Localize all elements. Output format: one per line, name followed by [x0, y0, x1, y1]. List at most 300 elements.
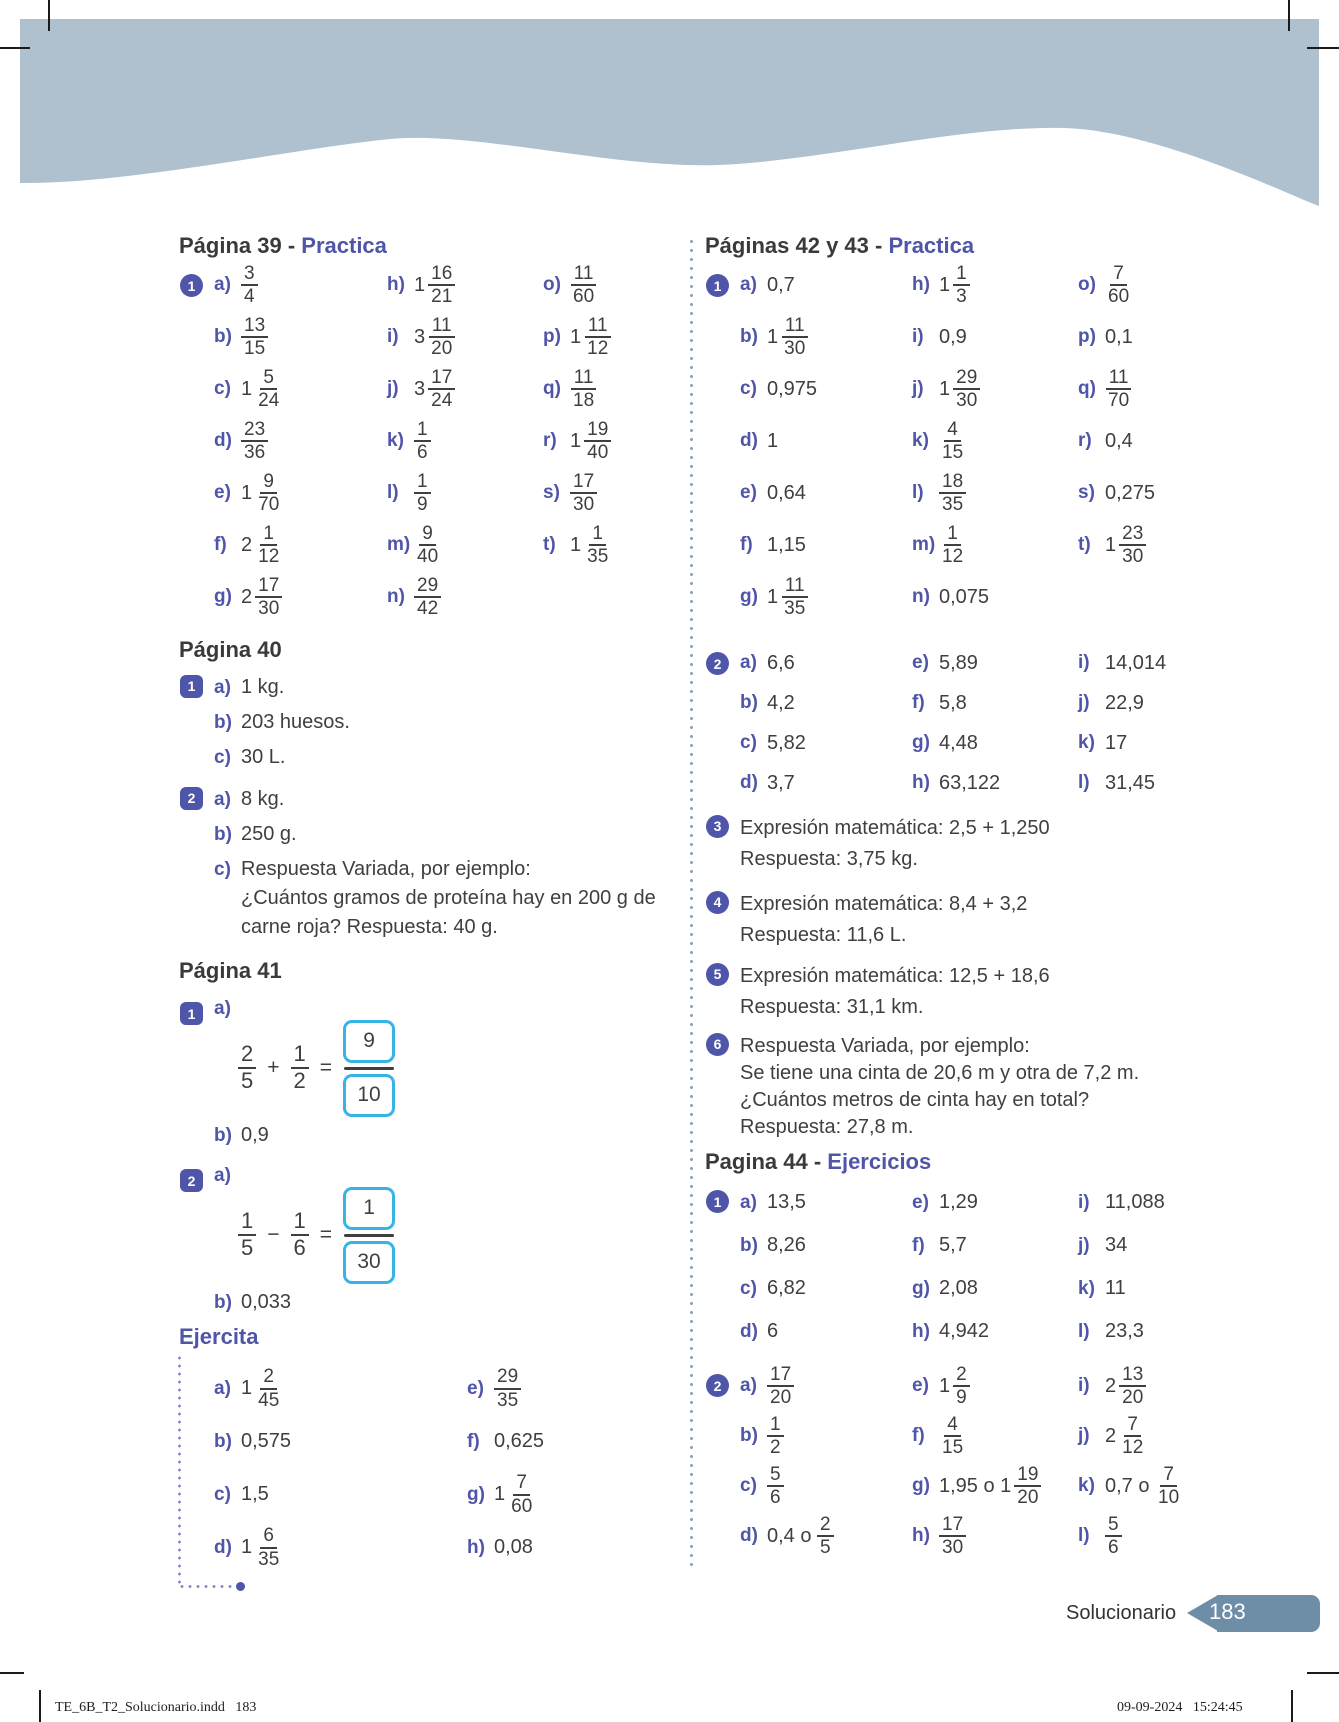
- answer-value-group: [939, 326, 967, 349]
- fraction-whole: 1: [1000, 1474, 1012, 1497]
- answer-value-group: [939, 1364, 970, 1409]
- answer-label: j): [1078, 1234, 1090, 1256]
- answer-value: 6: [767, 1320, 779, 1342]
- answer-value-group: [939, 1277, 978, 1300]
- answer-value-group: [1105, 482, 1155, 505]
- text-lines: [241, 820, 297, 849]
- answer-label: a): [740, 274, 757, 295]
- answer: [912, 1511, 1078, 1561]
- answer-label: f): [912, 1234, 925, 1256]
- answer: [1078, 1267, 1175, 1310]
- answer-value-group: [767, 430, 778, 453]
- answer-value: 4,48: [939, 731, 978, 754]
- answers-grid: [740, 259, 1175, 623]
- fraction-whole: 1: [767, 585, 779, 608]
- solution-item: [179, 259, 684, 623]
- answer: [740, 1310, 912, 1353]
- answer: [740, 1361, 912, 1411]
- answer-label: d): [740, 772, 758, 793]
- answer: [740, 415, 912, 467]
- fraction-numerator: 5: [260, 367, 277, 390]
- solution-item: [705, 813, 1175, 875]
- text-lines: [241, 785, 284, 814]
- answer-label: c): [740, 378, 757, 399]
- answer-box-denominator: 30: [343, 1241, 395, 1284]
- answer-value-group: [939, 586, 989, 609]
- item-number-badge: 3: [706, 815, 729, 838]
- answer-value: 0,033: [241, 1291, 292, 1313]
- section-header: [705, 1149, 1175, 1175]
- answer-value-group: [939, 523, 966, 568]
- answer-label: c): [214, 747, 231, 768]
- answer-label: h): [912, 772, 930, 793]
- answer-value-group: [1105, 1514, 1122, 1559]
- fraction-whole: 2: [241, 533, 253, 556]
- answer-value-group: [241, 1483, 269, 1506]
- answer-value: 11: [1105, 1277, 1126, 1299]
- fraction-denominator: 6: [1108, 1537, 1119, 1558]
- fraction-denominator: 10: [1158, 1487, 1180, 1508]
- fraction-numerator: 13: [241, 315, 268, 338]
- answer-label: c): [214, 1483, 231, 1505]
- answer: [1078, 1224, 1175, 1267]
- answer-value-group: [570, 523, 611, 568]
- fraction: [494, 1472, 535, 1517]
- fraction-numerator: 1: [238, 1209, 256, 1236]
- answer-value-group: [767, 482, 806, 505]
- fraction: [494, 1366, 521, 1411]
- answer-value-group: [570, 419, 611, 464]
- answer-label: i): [387, 326, 399, 347]
- answer: [214, 519, 387, 571]
- answer-value-group: [494, 1536, 533, 1559]
- answer-value-group: [241, 1430, 291, 1453]
- fraction: [238, 1042, 256, 1093]
- answers-grid: [740, 1361, 1180, 1561]
- fraction: [241, 471, 282, 516]
- text-line: 8 kg.: [241, 788, 285, 810]
- crop-mark-bottom-left-v: [39, 1690, 41, 1722]
- answer-value-group: [1105, 1277, 1126, 1300]
- fraction-denominator: 4: [244, 286, 255, 307]
- answer: [912, 1461, 1078, 1511]
- solution-item: [705, 259, 1175, 623]
- fraction-denominator: 18: [573, 390, 595, 411]
- answer-label: q): [543, 378, 561, 399]
- answer-label: c): [740, 1475, 757, 1496]
- item-number-badge: 1: [706, 1190, 729, 1213]
- answer-label: a): [214, 789, 231, 810]
- answer-value-group: [767, 1364, 794, 1409]
- answer: [912, 1361, 1078, 1411]
- fraction-denominator: 60: [511, 1495, 533, 1517]
- section-title: Página 40: [179, 637, 282, 662]
- crop-mark-bottom-right-v: [1291, 1690, 1293, 1722]
- fraction-denominator: 12: [942, 546, 964, 567]
- section-separator: -: [807, 1149, 828, 1174]
- answer-label: g): [467, 1483, 485, 1505]
- answer-value: 3,7: [767, 771, 795, 794]
- answer-value: 5,7: [939, 1234, 967, 1256]
- answer: [912, 311, 1078, 363]
- fraction: [241, 419, 268, 464]
- text-line: Respuesta Variada, por ejemplo:: [241, 858, 531, 880]
- answer: [1078, 1511, 1182, 1561]
- answer: [214, 1291, 684, 1314]
- answer-value-group: [939, 1320, 989, 1343]
- fraction: [241, 1366, 282, 1411]
- answer-label: i): [1078, 1191, 1090, 1213]
- answer-label: g): [912, 1277, 930, 1299]
- answer: [740, 1181, 912, 1224]
- fraction-denominator: 24: [431, 390, 453, 411]
- answer-value: 6,6: [767, 651, 795, 674]
- answer-value-group: [1105, 652, 1166, 675]
- answer-value-group: [494, 1366, 521, 1411]
- text-lines: [740, 813, 1050, 875]
- fraction-denominator: 15: [942, 1437, 964, 1458]
- fraction-numerator: 4: [944, 419, 961, 442]
- answer-label: a): [740, 1191, 757, 1213]
- fraction-numerator: 2: [238, 1042, 256, 1069]
- answers-grid: [740, 643, 1175, 803]
- answer: [912, 1411, 1078, 1461]
- solution-item: [705, 1361, 1180, 1561]
- answer-label: b): [214, 326, 232, 347]
- fraction: [570, 523, 611, 568]
- fraction: [767, 1464, 784, 1509]
- fraction: [291, 1209, 309, 1260]
- answer-label: s): [1078, 482, 1095, 503]
- answer: [912, 723, 1078, 763]
- fraction-denominator: 35: [258, 1548, 280, 1570]
- fraction-whole: 1: [241, 481, 253, 504]
- answer-label: b): [214, 712, 232, 733]
- answer-label: c): [214, 378, 231, 399]
- answer: [1078, 1181, 1175, 1224]
- answer: [740, 519, 912, 571]
- fraction-whole: 2: [1105, 1424, 1117, 1447]
- answer: [1078, 763, 1175, 803]
- answer-label: k): [387, 430, 404, 451]
- fraction-denominator: 9: [956, 1387, 967, 1408]
- fraction-numerator: 17: [570, 471, 597, 494]
- fraction-numerator: 11: [782, 315, 808, 338]
- text-line: 30 L.: [241, 746, 286, 768]
- answer-value: 13,5: [767, 1191, 806, 1213]
- answer: [740, 571, 912, 623]
- answer-value-group: [414, 263, 455, 308]
- answer: [543, 467, 684, 519]
- text-row: [740, 961, 1175, 1023]
- boxed-result: [343, 1020, 395, 1117]
- answer-value: 0,625: [494, 1430, 545, 1452]
- answer-value-group: [241, 419, 268, 464]
- answer-value-group: [767, 1514, 834, 1559]
- answer-label: a): [214, 1377, 231, 1399]
- fraction: [291, 1042, 309, 1093]
- fraction-denominator: 60: [1108, 286, 1130, 307]
- text-row: [214, 785, 684, 814]
- answer-value-group: [1105, 1234, 1127, 1257]
- answer-label: b): [214, 824, 232, 845]
- fraction-numerator: 16: [428, 263, 455, 286]
- fraction-numerator: 11: [585, 315, 611, 338]
- answer: [1078, 683, 1175, 723]
- answer-label: l): [387, 482, 399, 503]
- fraction: [241, 263, 258, 308]
- answer: [912, 1181, 1078, 1224]
- answer-value-group: [241, 263, 258, 308]
- fraction: [570, 315, 611, 360]
- section-title: Página 39: [179, 233, 282, 258]
- answer-label: j): [912, 378, 924, 399]
- answer: [740, 467, 912, 519]
- fraction: [414, 419, 431, 464]
- fraction: [1105, 263, 1132, 308]
- answer-label: h): [467, 1536, 485, 1558]
- text-line: 250 g.: [241, 823, 297, 845]
- answer: [467, 1362, 684, 1415]
- answer: [1078, 259, 1175, 311]
- item-number-badge: 1: [180, 274, 203, 297]
- fraction-numerator: 4: [944, 1414, 961, 1437]
- answer-label: a): [214, 1165, 231, 1186]
- answers-grid: [214, 1362, 684, 1574]
- crop-mark-bottom-right-h: [1307, 1672, 1339, 1674]
- answer: [543, 311, 684, 363]
- answer-box-denominator: 10: [343, 1074, 395, 1117]
- answer-value-group: [414, 367, 455, 412]
- fraction-denominator: 2: [293, 1068, 306, 1093]
- fraction-denominator: 9: [417, 494, 428, 515]
- item-number-badge: 4: [706, 891, 729, 914]
- answer-value-group: [939, 652, 978, 675]
- solution-item: [179, 673, 684, 772]
- fraction-denominator: 20: [770, 1387, 792, 1408]
- solution-item: [179, 1354, 684, 1588]
- fraction-whole: 2: [241, 585, 253, 608]
- answer: [740, 683, 912, 723]
- answer-label: o): [543, 274, 561, 295]
- answer-value-group: [570, 367, 597, 412]
- answer-label: d): [214, 430, 232, 451]
- item-number-badge: 2: [180, 1169, 203, 1192]
- page-number: 183: [1209, 1599, 1246, 1624]
- fraction: [414, 575, 441, 620]
- fraction-denominator: 45: [258, 1389, 280, 1411]
- fraction-whole: 2: [1105, 1374, 1117, 1397]
- answer: [912, 683, 1078, 723]
- answer: [387, 467, 543, 519]
- answer-value-group: [241, 523, 282, 568]
- fraction: [1105, 1414, 1146, 1459]
- answer-value-group: [767, 1320, 778, 1343]
- section-title: Página 41: [179, 958, 282, 983]
- fraction-denominator: 30: [956, 390, 978, 411]
- answer-label: j): [1078, 1425, 1090, 1446]
- answer: [1078, 415, 1175, 467]
- fraction-numerator: 1: [589, 523, 606, 546]
- answer: [387, 415, 543, 467]
- answer: [912, 571, 1078, 623]
- answer-label: b): [214, 1430, 232, 1452]
- answer: [214, 1124, 684, 1147]
- fraction: [1105, 1514, 1122, 1559]
- fraction-numerator: 29: [414, 575, 441, 598]
- answer-label: p): [543, 326, 561, 347]
- text-row: [740, 889, 1175, 951]
- answer-value: 0,4: [1105, 429, 1133, 452]
- answer-label: r): [1078, 430, 1092, 451]
- item-number-badge: 1: [180, 675, 203, 698]
- fraction-numerator: 2: [260, 1366, 277, 1389]
- text-lines: [241, 708, 350, 737]
- text-line: Expresión matemática: 8,4 + 3,2: [740, 893, 1028, 915]
- print-datetime: 09-09-2024 15:24:45: [1117, 1700, 1243, 1715]
- fraction-numerator: 6: [260, 1525, 277, 1548]
- answer-label: q): [1078, 378, 1096, 399]
- text-lines: [241, 855, 656, 942]
- answer-value-group: [939, 419, 966, 464]
- fraction-denominator: 12: [258, 546, 280, 567]
- answer-label: t): [1078, 534, 1091, 555]
- answer-value: 0,4 o: [767, 1524, 818, 1547]
- answer-value-group: [767, 652, 795, 675]
- answer-value: 0,075: [939, 585, 990, 608]
- fraction: [939, 263, 970, 308]
- fraction-numerator: 3: [241, 263, 258, 286]
- equation: [238, 1191, 684, 1279]
- equals-sign: =: [319, 1223, 333, 1246]
- answer-label: b): [214, 1291, 232, 1313]
- fraction: [939, 523, 966, 568]
- answer-label: d): [740, 430, 758, 451]
- answer-value-group: [939, 772, 1000, 795]
- answer: [214, 1362, 467, 1415]
- answer-value-group: [1105, 523, 1146, 568]
- answer-label: k): [1078, 732, 1095, 753]
- fraction-denominator: 70: [1108, 390, 1130, 411]
- answer-value-group: [1105, 772, 1155, 795]
- answer-label: k): [912, 430, 929, 451]
- fraction-denominator: 40: [417, 546, 439, 567]
- answer-label: d): [214, 1536, 232, 1558]
- solution-item: [705, 961, 1175, 1023]
- answer-value: 5,82: [767, 731, 806, 754]
- answer-value: 34: [1105, 1234, 1128, 1256]
- answer-value-group: [241, 1124, 269, 1147]
- text-line: Respuesta: 31,1 km.: [740, 996, 924, 1018]
- answer-label: d): [740, 1320, 758, 1342]
- fraction-denominator: 20: [1017, 1487, 1039, 1508]
- answer-value: 14,014: [1105, 651, 1167, 674]
- answer: [740, 1267, 912, 1310]
- text-line: Se tiene una cinta de 20,6 m y otra de 7,2 m.: [740, 1062, 1140, 1084]
- fraction: [241, 315, 268, 360]
- answer: [214, 1415, 467, 1468]
- answer-label: f): [740, 534, 753, 555]
- answer-value: 23,3: [1105, 1320, 1144, 1342]
- answer-label: l): [1078, 1525, 1090, 1546]
- fraction: [414, 263, 455, 308]
- section-separator: -: [868, 233, 889, 258]
- fraction-denominator: 21: [431, 286, 453, 307]
- answer-label: r): [543, 430, 557, 451]
- fraction-denominator: 30: [1122, 546, 1144, 567]
- answer-value-group: [1105, 1364, 1146, 1409]
- answer-label: a): [214, 998, 231, 1019]
- answer-label: s): [543, 482, 560, 503]
- fraction-denominator: 35: [942, 494, 964, 515]
- fraction: [570, 471, 597, 516]
- answer: [1078, 519, 1175, 571]
- dotted-border-vertical: [178, 1354, 181, 1588]
- fraction: [414, 523, 441, 568]
- answer-label: a): [214, 677, 231, 698]
- answer-value: 17: [1105, 731, 1128, 754]
- answer-value-group: [939, 732, 978, 755]
- fraction-whole: 1: [241, 377, 253, 400]
- answer: [912, 415, 1078, 467]
- crop-mark-top-right-v: [1288, 0, 1290, 31]
- section-header: [179, 958, 684, 984]
- answer-label: l): [912, 482, 924, 503]
- equation: [238, 1024, 684, 1112]
- fraction-whole: 1: [570, 533, 582, 556]
- text-lines: [740, 961, 1050, 1023]
- answer-label: h): [912, 1525, 930, 1546]
- answer-value-group: [241, 575, 282, 620]
- answer-value: 5,89: [939, 651, 978, 674]
- answer-value-group: [570, 471, 597, 516]
- answer: [912, 363, 1078, 415]
- fraction: [414, 367, 455, 412]
- solution-item: [705, 1181, 1175, 1353]
- answer-label: h): [912, 1320, 930, 1342]
- answer: [214, 571, 387, 623]
- answer-label: f): [467, 1430, 480, 1452]
- fraction: [939, 419, 966, 464]
- fraction-denominator: 35: [497, 1389, 519, 1411]
- text-line: carne roja? Respuesta: 40 g.: [241, 916, 498, 938]
- item-number-badge: 1: [706, 274, 729, 297]
- answer: [912, 467, 1078, 519]
- text-line: ¿Cuántos metros de cinta hay en total?: [740, 1089, 1090, 1111]
- fraction-numerator: 1: [953, 263, 970, 286]
- text-line: Respuesta: 11,6 L.: [740, 924, 907, 946]
- answer-value-group: [414, 523, 441, 568]
- fraction-numerator: 5: [1105, 1514, 1122, 1537]
- fraction-denominator: 15: [244, 338, 266, 359]
- fraction-numerator: 7: [513, 1472, 530, 1495]
- fraction-whole: 1: [1105, 533, 1117, 556]
- answer: [214, 1468, 467, 1521]
- ejercita-box: [179, 1354, 684, 1588]
- fraction-denominator: 24: [258, 390, 280, 411]
- section-header: [179, 233, 684, 259]
- solution-item: [179, 1165, 684, 1314]
- fraction-denominator: 6: [770, 1487, 781, 1508]
- fraction: [241, 367, 282, 412]
- text-line: Respuesta: 27,8 m.: [740, 1116, 914, 1138]
- fraction-denominator: 5: [241, 1068, 254, 1093]
- section-accent: Ejercicios: [827, 1149, 932, 1174]
- text-row: [214, 820, 684, 849]
- answer: [214, 467, 387, 519]
- answer: [214, 311, 387, 363]
- answer-value-group: [241, 1291, 291, 1314]
